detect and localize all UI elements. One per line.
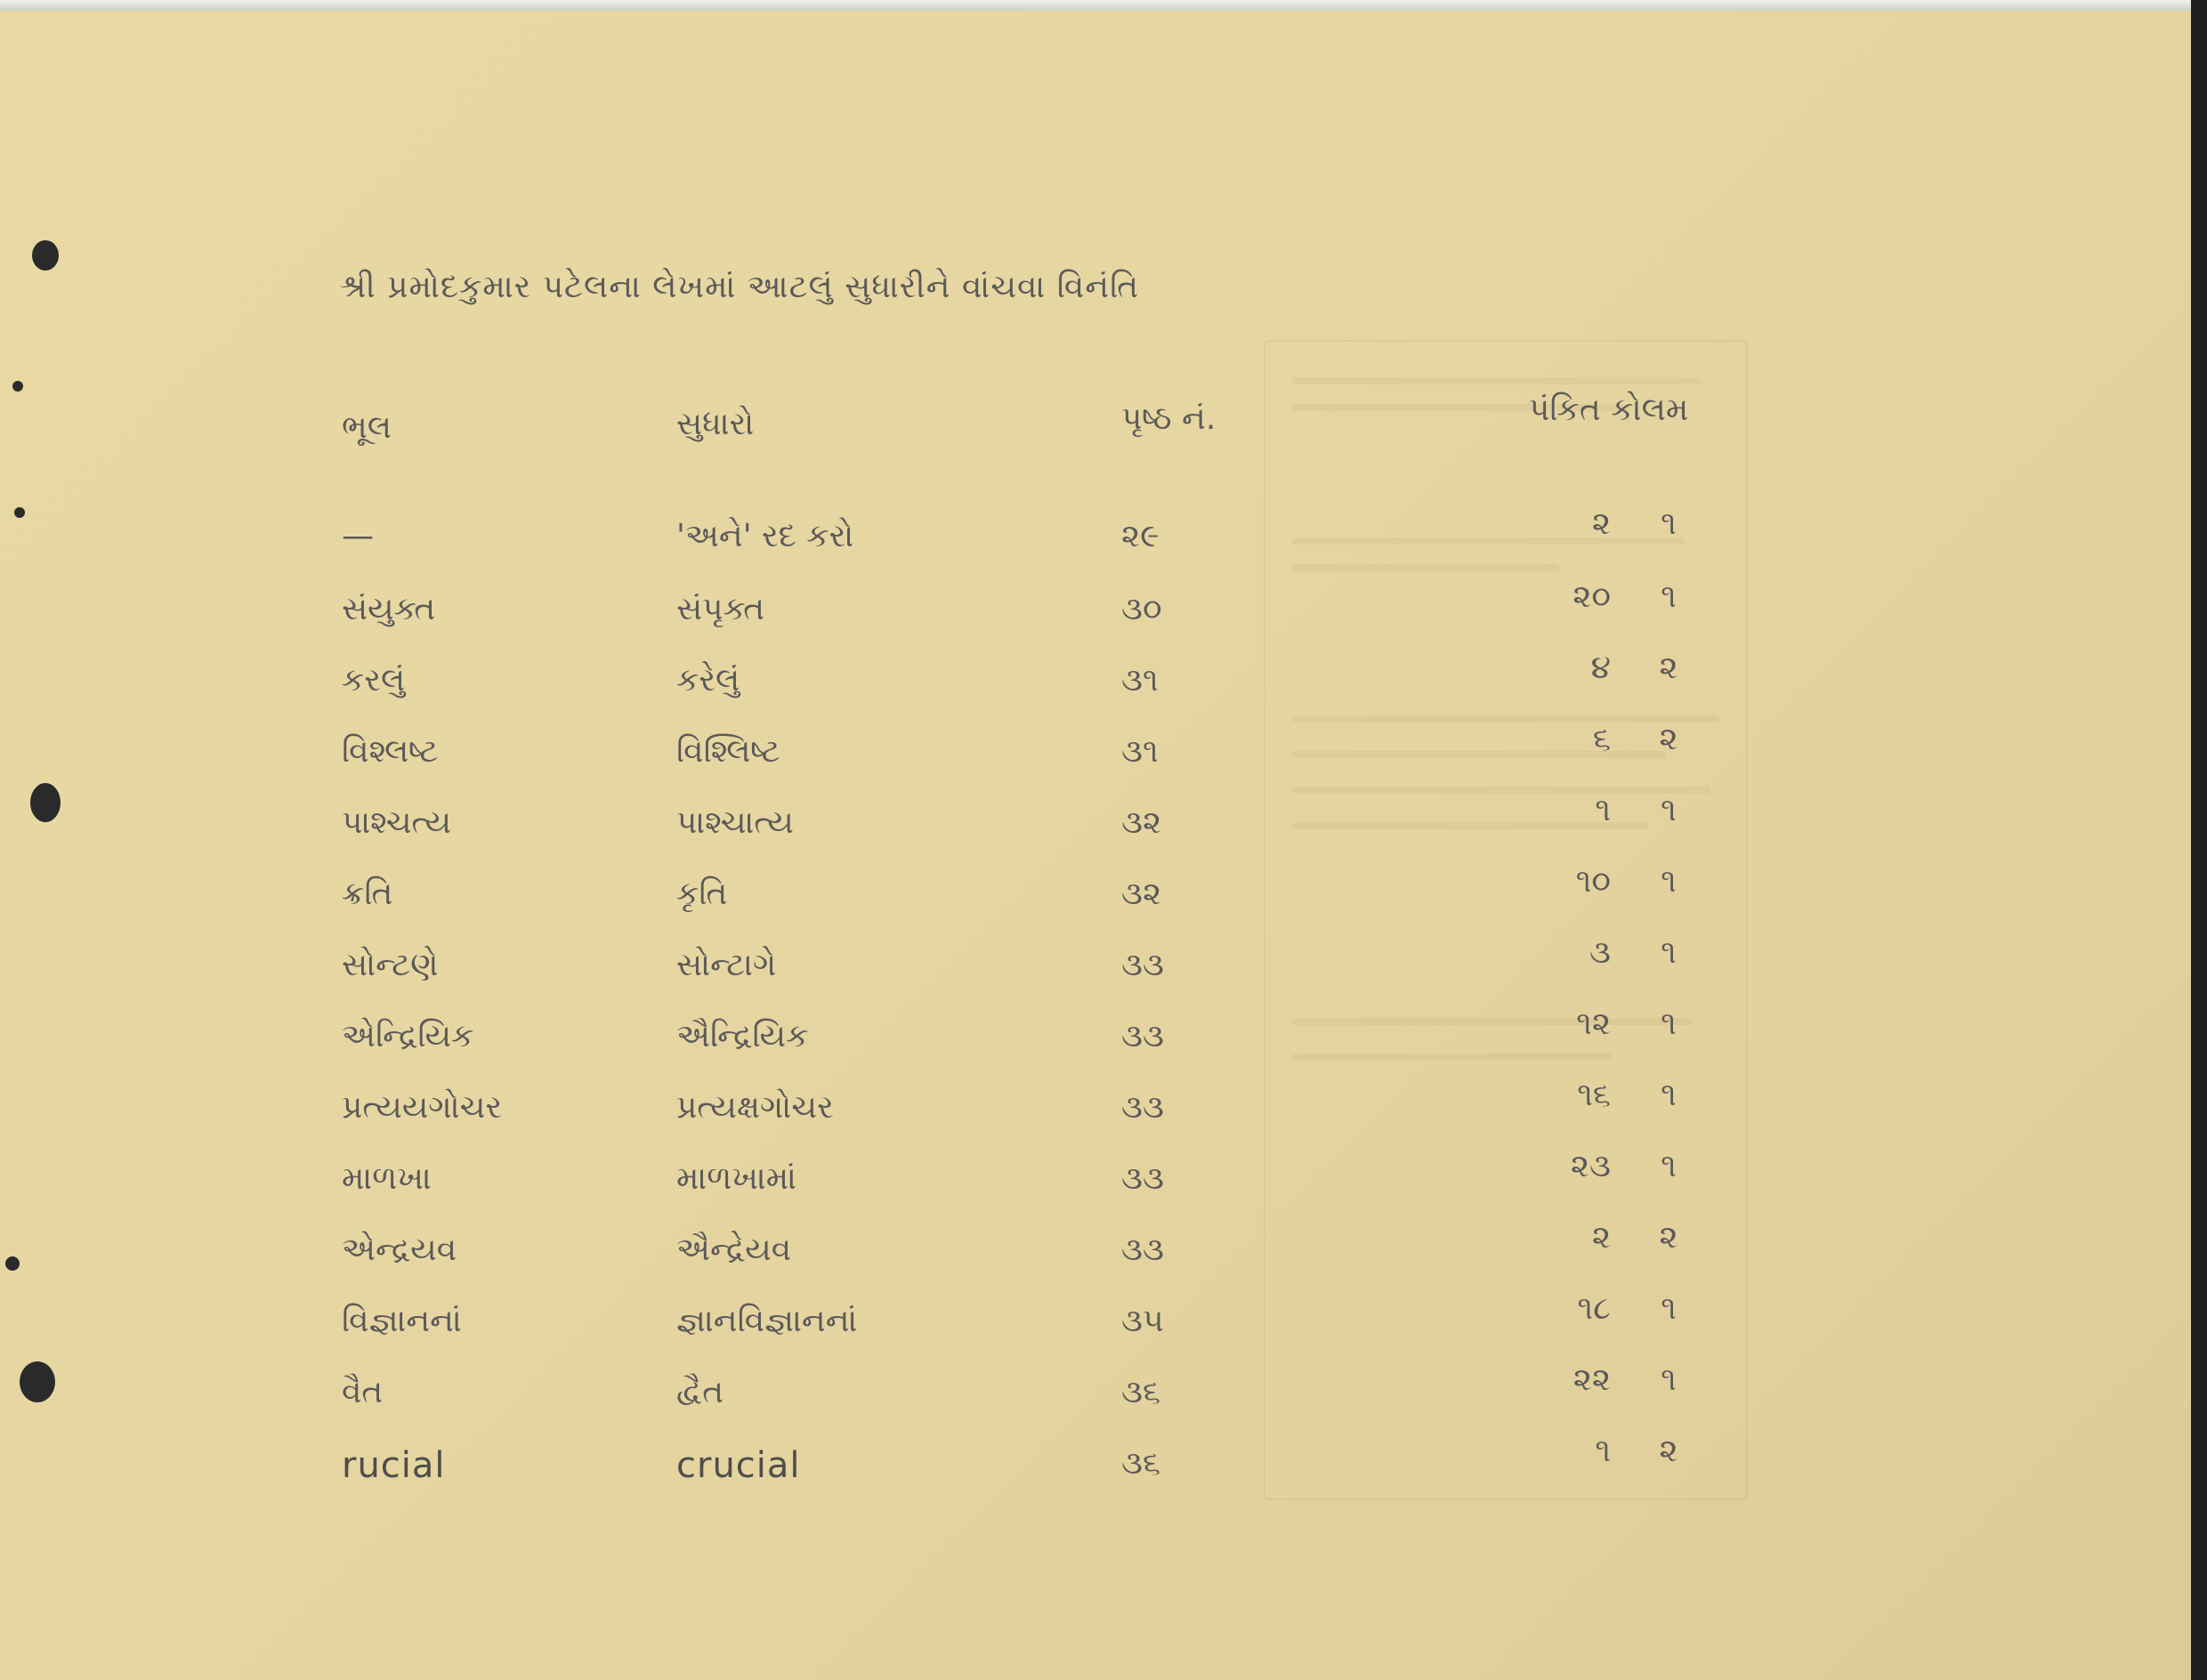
row-column-number: ૧ — [1661, 1290, 1677, 1327]
row-column-number: ૧ — [1661, 505, 1677, 542]
row-wrong-text: પ્રત્યયગોચર — [342, 1089, 503, 1126]
row-line-number: ૨૩ — [1570, 1148, 1611, 1184]
row-page-number: ૩૩ — [1121, 1089, 1164, 1126]
row-line-number: ૬ — [1592, 721, 1611, 757]
row-wrong-text: ક્રતિ — [342, 876, 393, 912]
row-column-number: ૨ — [1659, 1219, 1678, 1256]
header-page-number: પૃષ્ઠ નં. — [1121, 400, 1217, 437]
row-correction-text: 'અને' રદ કરો — [676, 518, 854, 554]
binding-hole — [20, 1361, 55, 1402]
row-page-number: ૩૦ — [1121, 591, 1162, 627]
row-column-number: ૨ — [1659, 650, 1678, 686]
row-line-number: ૧૨ — [1576, 1006, 1611, 1042]
row-column-number: ૧ — [1661, 1077, 1677, 1113]
binding-hole — [30, 783, 61, 822]
row-correction-text: ઐન્દ્રેયવ — [676, 1232, 792, 1268]
row-wrong-text: એન્દ્રિયિક — [342, 1018, 474, 1054]
header-wrong: ભૂલ — [342, 409, 392, 446]
row-wrong-text: કરલું — [342, 662, 406, 699]
row-correction-text: સંપૃક્ત — [676, 591, 765, 627]
row-column-number: ૧ — [1661, 863, 1677, 900]
header-line-column: પંકિત કોલમ — [1529, 392, 1689, 428]
row-column-number: ૧ — [1661, 578, 1677, 615]
binding-hole — [32, 240, 59, 271]
row-correction-text: crucial — [676, 1445, 801, 1486]
row-wrong-text: વિજ્ઞાનનાં — [342, 1303, 462, 1339]
row-wrong-text: — — [342, 518, 374, 554]
row-correction-text: વિશ્લિષ્ટ — [676, 733, 780, 770]
row-line-number: ૧ — [1595, 792, 1611, 828]
row-page-number: ૩૩ — [1121, 1018, 1164, 1054]
row-wrong-text: સોન્ટણે — [342, 947, 439, 983]
row-wrong-text: સંયુક્ત — [342, 591, 436, 627]
row-page-number: ૨૯ — [1121, 518, 1160, 554]
scan-right-edge — [2191, 0, 2207, 1680]
row-column-number: ૨ — [1659, 1433, 1678, 1469]
row-correction-text: દ્વૈત — [676, 1374, 724, 1410]
header-correction: સુધારો — [676, 406, 755, 442]
row-column-number: ૧ — [1661, 1361, 1677, 1398]
row-correction-text: માળખામાં — [676, 1160, 796, 1197]
row-page-number: ૩૫ — [1121, 1303, 1164, 1339]
row-wrong-text: rucial — [342, 1445, 446, 1486]
row-line-number: ૧૬ — [1577, 1077, 1611, 1113]
row-wrong-text: એન્દ્રયવ — [342, 1232, 457, 1268]
row-correction-text: પ્રત્યક્ષગોચર — [676, 1089, 834, 1126]
row-correction-text: સોન્ટાગે — [676, 947, 777, 983]
page-heading: શ્રી પ્રમોદકુમાર પટેલના લેખમાં આટલું સુધારીને વાંચવા વિનંતિ — [340, 269, 1140, 305]
row-page-number: ૩૬ — [1121, 1445, 1161, 1482]
binding-hole — [5, 1256, 20, 1271]
row-line-number: ૨૨ — [1572, 1361, 1611, 1398]
row-line-number: ૪ — [1590, 650, 1611, 686]
row-line-number: ૧૮ — [1577, 1290, 1611, 1327]
row-page-number: ૩૩ — [1121, 1232, 1164, 1268]
row-column-number: ૧ — [1661, 792, 1677, 828]
row-column-number: ૧ — [1661, 1006, 1677, 1042]
row-line-number: ૧ — [1595, 1433, 1611, 1469]
row-line-number: ૩ — [1589, 934, 1611, 971]
row-column-number: ૨ — [1659, 721, 1678, 757]
row-page-number: ૩૨ — [1121, 876, 1162, 912]
row-page-number: ૩૧ — [1121, 662, 1159, 699]
binding-hole — [12, 381, 23, 392]
row-page-number: ૩૩ — [1121, 1160, 1164, 1197]
row-wrong-text: પાશ્ચત્ય — [342, 804, 452, 841]
paper-sheet — [0, 11, 2191, 1680]
row-page-number: ૩૧ — [1121, 733, 1159, 770]
row-correction-text: જ્ઞાનવિજ્ઞાનનાં — [676, 1303, 858, 1339]
row-correction-text: ઐન્દ્રિયિક — [676, 1018, 809, 1054]
row-page-number: ૩૩ — [1121, 947, 1164, 983]
row-page-number: ૩૨ — [1121, 804, 1162, 841]
scan-top-edge — [0, 0, 2207, 11]
row-correction-text: કૃતિ — [676, 876, 728, 912]
row-wrong-text: માળખા — [342, 1160, 432, 1197]
row-line-number: ૨ — [1591, 1219, 1611, 1256]
row-correction-text: કરેલું — [676, 662, 740, 699]
row-line-number: ૨૦ — [1572, 578, 1611, 615]
row-line-number: ૧૦ — [1575, 863, 1611, 900]
row-correction-text: પાશ્ચાત્ય — [676, 804, 794, 841]
row-page-number: ૩૬ — [1121, 1374, 1161, 1410]
row-wrong-text: વિશ્લષ્ટ — [342, 733, 439, 770]
row-wrong-text: વૈત — [342, 1374, 384, 1410]
row-column-number: ૧ — [1661, 1148, 1677, 1184]
binding-hole — [14, 507, 25, 518]
row-column-number: ૧ — [1661, 934, 1677, 971]
row-line-number: ૨ — [1591, 505, 1611, 542]
